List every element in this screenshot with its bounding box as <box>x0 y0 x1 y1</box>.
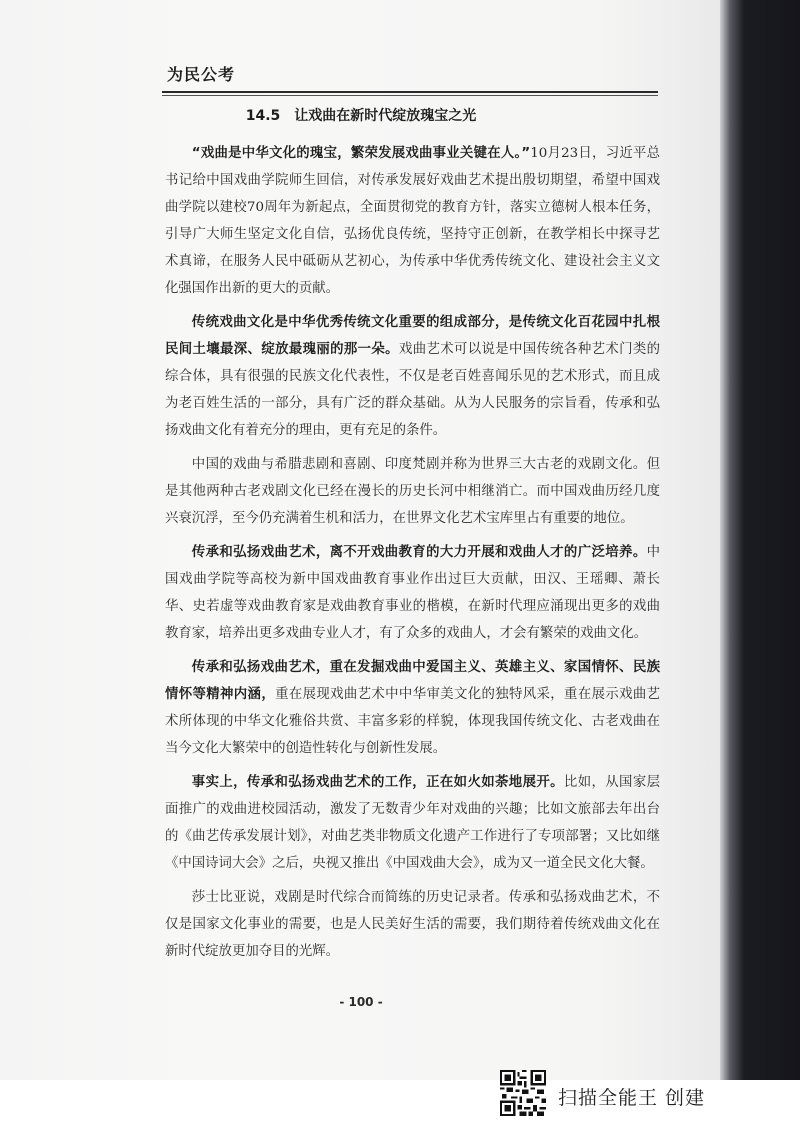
paragraph-1 <box>165 140 660 302</box>
paragraph-4 <box>165 539 660 647</box>
header-rule <box>162 91 658 93</box>
scanner-backdrop <box>720 0 800 1080</box>
paragraph-3 <box>165 451 660 532</box>
paragraph-4-lead: 传承和弘扬戏曲艺术，离不开戏曲教育的大力开展和戏曲人才的广泛培养。 <box>191 545 647 560</box>
paragraph-6-body: 比如，从国家层面推广的戏曲进校园活动，激发了无数青少年对戏曲的兴趣；比如文旅部去年出台的《曲艺传承发展计划》，对曲艺类非物质文化遗产工作进行了专项部署；又比如继《中国诗词大会》之后，央视又推出《中国戏曲大会》，成为又一道全民文化大餐。 <box>165 775 661 871</box>
body-text <box>165 140 660 972</box>
paragraph-5-body: 重在展现戏曲艺术中中华审美文化的独特风采，重在展示戏曲艺术所体现的中华文化雅俗共赏、丰富多彩的样貌，体现我国传统文化、古老戏曲在当今文化大繁荣中的创造性转化与创新性发展。 <box>165 687 661 756</box>
paragraph-7-body: 莎士比亚说，戏剧是时代综合而简练的历史记录者。传承和弘扬戏曲艺术，不仅是国家文化事业的需要，也是人民美好生活的需要，我们期待着传统戏曲文化在新时代绽放更加夺目的光辉。 <box>165 890 660 959</box>
paragraph-7 <box>165 884 660 965</box>
paragraph-6-lead: 事实上，传承和弘扬戏曲艺术的工作，正在如火如荼地展开。 <box>191 775 564 790</box>
paragraph-5-lead: 传承和弘扬戏曲艺术，重在发掘戏曲中爱国主义、英雄主义、家国情怀、民族情怀等精神内涵， <box>165 660 660 702</box>
paragraph-2 <box>165 309 660 444</box>
paragraph-4-body: 中国戏曲学院等高校为新中国戏曲教育事业作出过巨大贡献，田汉、王瑶卿、萧长华、史若虚等戏曲教育家是戏曲教育事业的楷模，在新时代理应涌现出更多的戏曲教育家，培养出更多戏曲专业人才，有了众多的戏曲人，才会有繁荣的戏曲文化。 <box>165 545 660 641</box>
qr-code-icon <box>500 1070 546 1116</box>
running-header: 为民公考 <box>167 65 236 84</box>
paragraph-1-body: 10月23日，习近平总书记给中国戏曲学院师生回信，对传承发展好戏曲艺术提出殷切期望，希望中国戏曲学院以建校70周年为新起点，全面贯彻党的教育方针，落实立德树人根本任务，引导广大师生坚定文化自信，弘扬优良传统，坚持守正创新，在教学相长中探寻艺术真谛，在服务人民中砥砺从艺初心，为传承中华优秀传统文化、建设社会主义文化强国作出新的更大的贡献。 <box>165 146 660 296</box>
header-rule-thin <box>162 95 658 96</box>
paragraph-2-body: 戏曲艺术可以说是中国传统各种艺术门类的综合体，具有很强的民族文化代表性，不仅是老百姓喜闻乐见的艺术形式，而且成为老百姓生活的一部分，具有广泛的群众基础。从为人民服务的宗旨看，传承和弘扬戏曲文化有着充分的理由，更有充足的条件。 <box>165 342 661 438</box>
page-number: - 100 - <box>339 995 383 1009</box>
scanner-watermark: 扫描全能王 创建 <box>558 1087 706 1109</box>
section-title: 14.5 让戏曲在新时代绽放瑰宝之光 <box>245 108 477 124</box>
paragraph-6 <box>165 769 660 877</box>
paragraph-1-lead: “戏曲是中华文化的瑰宝，繁荣发展戏曲事业关键在人。” <box>191 146 531 161</box>
paragraph-3-body: 中国的戏曲与希腊悲剧和喜剧、印度梵剧并称为世界三大古老的戏剧文化。但是其他两种古老戏剧文化已经在漫长的历史长河中相继消亡。而中国戏曲历经几度兴衰沉浮，至今仍充满着生机和活力，在世界文化艺术宝库里占有重要的地位。 <box>165 457 660 526</box>
paragraph-5 <box>165 654 660 762</box>
paragraph-2-lead: 传统戏曲文化是中华优秀传统文化重要的组成部分，是传统文化百花园中扎根民间土壤最深、绽放最瑰丽的那一朵。 <box>165 315 660 357</box>
